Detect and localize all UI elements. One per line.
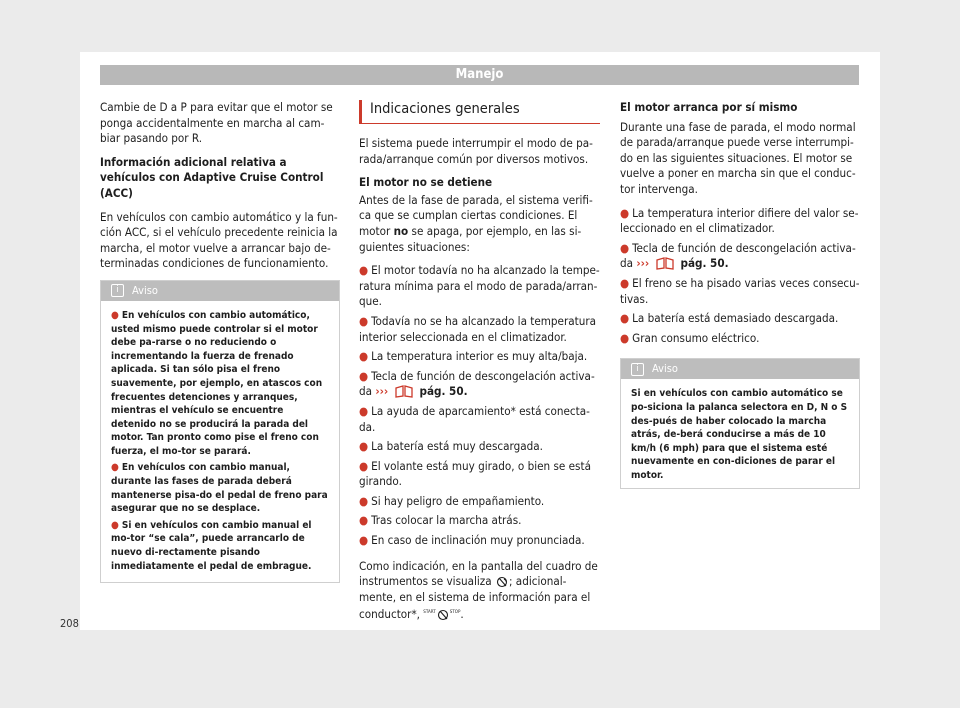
bullet-list xyxy=(620,206,860,347)
start-stop-icon xyxy=(495,576,509,588)
info-icon: i xyxy=(111,284,124,297)
start-stop-symbol xyxy=(423,607,460,621)
bullet-icon: ● xyxy=(620,205,630,220)
text-bold: no xyxy=(393,223,409,238)
stop-label: STOP xyxy=(449,610,461,616)
bullet-icon: ● xyxy=(359,493,369,508)
list-item-text: La batería está demasiado descargada. xyxy=(632,311,839,326)
list-item xyxy=(359,459,600,490)
list-item-text: En caso de inclinación muy pronunciada. xyxy=(371,533,585,548)
column-2 xyxy=(359,100,600,631)
paragraph xyxy=(359,193,600,255)
subheading-acc: Información adicional relativa a vehículos con Adaptive Cruise Control (ACC) xyxy=(100,154,324,200)
list-item xyxy=(359,494,600,510)
bullet-icon: ● xyxy=(111,462,119,474)
page-number: 208 xyxy=(60,617,79,630)
chapter-header: Manejo xyxy=(100,65,859,85)
page-ref-text: pág. 50 xyxy=(419,384,464,399)
list-item xyxy=(620,206,860,237)
text: ; adicional-mente, en el sistema de información para el conductor*, xyxy=(359,574,591,622)
bullet-icon: ● xyxy=(359,513,369,528)
aviso-header xyxy=(101,281,339,301)
bullet-icon: ● xyxy=(359,439,369,454)
paragraph: Cambie de D a P para evitar que el motor se ponga accidentalmente en marcha al cam-biar pasando por R. xyxy=(100,100,333,146)
bullet-icon: ● xyxy=(359,403,369,418)
list-item-text: Si en vehículos con cambio manual el mo-tor “se cala”, puede arrancarlo de nuevo di-rectamente pisando inmediatamente el pedal de embrague. xyxy=(111,519,312,572)
aviso-body xyxy=(101,301,339,582)
aviso-box xyxy=(100,280,340,583)
list-item xyxy=(111,519,329,573)
bullet-icon: ● xyxy=(620,330,630,345)
bullet-icon: ● xyxy=(111,309,119,321)
bullet-icon: ● xyxy=(359,533,369,548)
list-item-text: Si hay peligro de empañamiento. xyxy=(371,493,545,508)
list-item-text: En vehículos con cambio automático, usted mismo puede controlar si el motor debe pa-rarse o no reduciendo o incrementando la fuerza de frenado aplicada. Si tan sólo pisa el freno suavemente, por ejemplo, en atascos con frecuentes detenciones y arranques, mientras el vehículo se encuentre detenido no se producirá la parada del motor. Tan pronto como pise el freno con fuerza, el mo-tor se parará. xyxy=(111,309,323,457)
text: Antes de la fase de parada, el sistema verifi-ca que se cumplan ciertas condiciones. El motor xyxy=(359,192,593,238)
list-item xyxy=(111,309,329,459)
subheading-arranca: El motor arranca por sí mismo xyxy=(620,100,798,114)
list-item-text: Gran consumo eléctrico. xyxy=(632,330,760,345)
bullet-icon: ● xyxy=(359,263,369,278)
bullet-list xyxy=(359,263,600,549)
list-item-text: Tecla de función de descongelación activa-da xyxy=(620,240,856,271)
subheading-no-detiene: El motor no se detiene xyxy=(359,175,493,190)
column-1 xyxy=(100,100,340,583)
page-ref-text: pág. 50 xyxy=(680,256,725,271)
paragraph: En vehículos con cambio automático y la fun-ción ACC, si el vehículo precedente reinicia la marcha, el motor vuelve a arrancar bajo de-terminadas condiciones de funcionamiento. xyxy=(100,209,338,271)
aviso-header xyxy=(621,359,859,379)
book-icon xyxy=(655,257,675,270)
aviso-box xyxy=(620,358,860,489)
arrow-icon: ››› xyxy=(375,384,389,399)
aviso-title: Aviso xyxy=(132,283,158,297)
list-item xyxy=(359,513,600,529)
list-item-text: La batería está muy descargada. xyxy=(371,439,543,454)
paragraph: El sistema puede interrumpir el modo de pa-rada/arranque común por diversos motivos. xyxy=(359,136,593,166)
list-item-text: El freno se ha pisado varias veces consecu-tivas. xyxy=(620,275,860,306)
text: se apaga, por ejemplo, en las si-guientes situaciones: xyxy=(359,223,582,254)
list-item xyxy=(620,241,860,272)
info-icon: i xyxy=(631,363,644,376)
list-item xyxy=(359,533,600,549)
column-3 xyxy=(620,100,860,489)
list-item-text: La temperatura interior difiere del valor se-leccionado en el climatizador. xyxy=(620,205,859,236)
list-item xyxy=(620,276,860,307)
list-item-text: Tras colocar la marcha atrás. xyxy=(371,513,522,528)
section-title: Indicaciones generales xyxy=(359,100,600,124)
list-item xyxy=(359,404,600,435)
list-item xyxy=(111,461,329,515)
bullet-icon: ● xyxy=(359,458,369,473)
aviso-body: Si en vehículos con cambio automático se po-siciona la palanca selectora en D, N o S des-pués de haber colocado la marcha atrás, de-berá conducirse a más de 10 km/h (6 mph) para que el sistema esté nuevamente en con-diciones de parar el motor. xyxy=(631,388,848,481)
page-reference-link[interactable]: ››› pág. 50. xyxy=(375,384,468,399)
bullet-icon: ● xyxy=(359,349,369,364)
list-item xyxy=(620,331,860,347)
list-item xyxy=(620,311,860,327)
aviso-title: Aviso xyxy=(652,362,678,376)
list-item xyxy=(359,349,600,365)
bullet-icon: ● xyxy=(620,275,630,290)
bullet-icon: ● xyxy=(111,519,119,531)
arrow-icon: ››› xyxy=(636,256,650,271)
list-item-text: En vehículos con cambio manual, durante las fases de parada deberá mantenerse pisa-do el pedal de freno para asegurar que no se desplace. xyxy=(111,462,328,515)
bullet-icon: ● xyxy=(620,240,630,255)
start-stop-icon xyxy=(436,609,450,621)
text: Como indicación, en la pantalla del cuadro de instrumentos se visualiza xyxy=(359,558,598,589)
paragraph: Durante una fase de parada, el modo normal de parada/arranque puede verse interrumpi-do en las siguientes situaciones. El motor se vuelve a poner en marcha sin que el conduc-tor intervenga. xyxy=(620,119,856,196)
text: . xyxy=(460,607,464,622)
list-item-text: Todavía no se ha alcanzado la temperatura interior seleccionada en el climatizador. xyxy=(359,313,597,344)
start-label: START xyxy=(423,610,436,616)
list-item xyxy=(359,314,600,345)
bullet-icon: ● xyxy=(359,368,369,383)
list-item-text: El volante está muy girado, o bien se está girando. xyxy=(359,458,591,489)
page-reference-link[interactable]: ››› pág. 50. xyxy=(636,256,729,271)
book-icon xyxy=(394,385,414,398)
bullet-icon: ● xyxy=(359,313,369,328)
bullet-icon: ● xyxy=(620,311,630,326)
list-item xyxy=(359,263,600,310)
list-item-text: El motor todavía no ha alcanzado la tempe-ratura mínima para el modo de parada/arran-que. xyxy=(359,263,600,309)
list-item-text: La ayuda de aparcamiento* está conecta-da. xyxy=(359,403,590,434)
list-item xyxy=(359,369,600,400)
list-item xyxy=(359,439,600,455)
list-item-text: Tecla de función de descongelación activa-da xyxy=(359,368,595,399)
paragraph xyxy=(359,559,600,623)
list-item-text: La temperatura interior es muy alta/baja. xyxy=(371,349,588,364)
